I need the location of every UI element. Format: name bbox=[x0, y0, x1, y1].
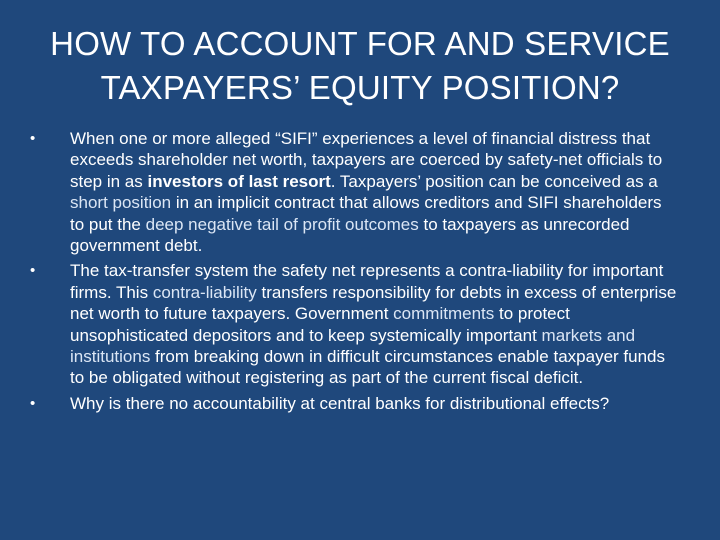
bullet-item-3 bbox=[26, 393, 678, 414]
bullet-2-highlight-contra-liability: contra-liability bbox=[152, 282, 257, 302]
bullet-marker: • bbox=[30, 262, 36, 280]
bullet-1-text-c: in an implicit contract that allows creditors and SIFI shareholders to put the bbox=[70, 193, 662, 234]
bullet-item-2 bbox=[26, 260, 678, 388]
title-line-2: TAXPAYERS’ EQUITY POSITION? bbox=[100, 69, 620, 106]
bullet-1-text-a: When one or more alleged “SIFI” experiences a level of financial distress that exceeds shareholder net worth, taxpayers are coerced by safety-net officials to step in as bbox=[70, 129, 663, 191]
bullet-1-highlight-deep-negative-tail: deep negative tail of profit outcomes bbox=[145, 214, 419, 234]
slide-title bbox=[30, 22, 690, 110]
bullet-3-text: Why is there no accountability at central banks for distributional effects? bbox=[70, 393, 610, 413]
bullet-1-emphasis-investors: investors of last resort bbox=[147, 171, 331, 191]
bullet-2-highlight-markets-institutions: markets and institutions bbox=[70, 325, 636, 367]
bullet-1-highlight-short-position: short position bbox=[70, 193, 172, 213]
bullet-item-1 bbox=[26, 128, 678, 256]
bullet-2-text-a: The tax-transfer system the safety net represents a contra-liability for important firms. This bbox=[70, 261, 664, 302]
bullet-list bbox=[26, 128, 678, 418]
bullet-2-highlight-commitments: commitments bbox=[393, 304, 495, 324]
bullet-1-text-d: to taxpayers as unrecorded government debt. bbox=[70, 214, 630, 256]
bullet-marker: • bbox=[30, 394, 36, 412]
bullet-2-text-b: transfers responsibility for debts in excess of enterprise net worth to future taxpayers. Government bbox=[70, 282, 677, 324]
bullet-2-text-c: to protect unsophisticated depositors and to keep systemically important bbox=[70, 304, 570, 345]
bullet-marker: • bbox=[30, 130, 36, 147]
bullet-1-text-b: . Taxpayers’ position can be conceived as a bbox=[330, 171, 658, 191]
title-line-1: HOW TO ACCOUNT FOR AND SERVICE bbox=[50, 25, 670, 62]
bullet-2-text-d: from breaking down in difficult circumstances enable taxpayer funds to be obligated without registering as part of the current fiscal deficit. bbox=[70, 347, 666, 388]
